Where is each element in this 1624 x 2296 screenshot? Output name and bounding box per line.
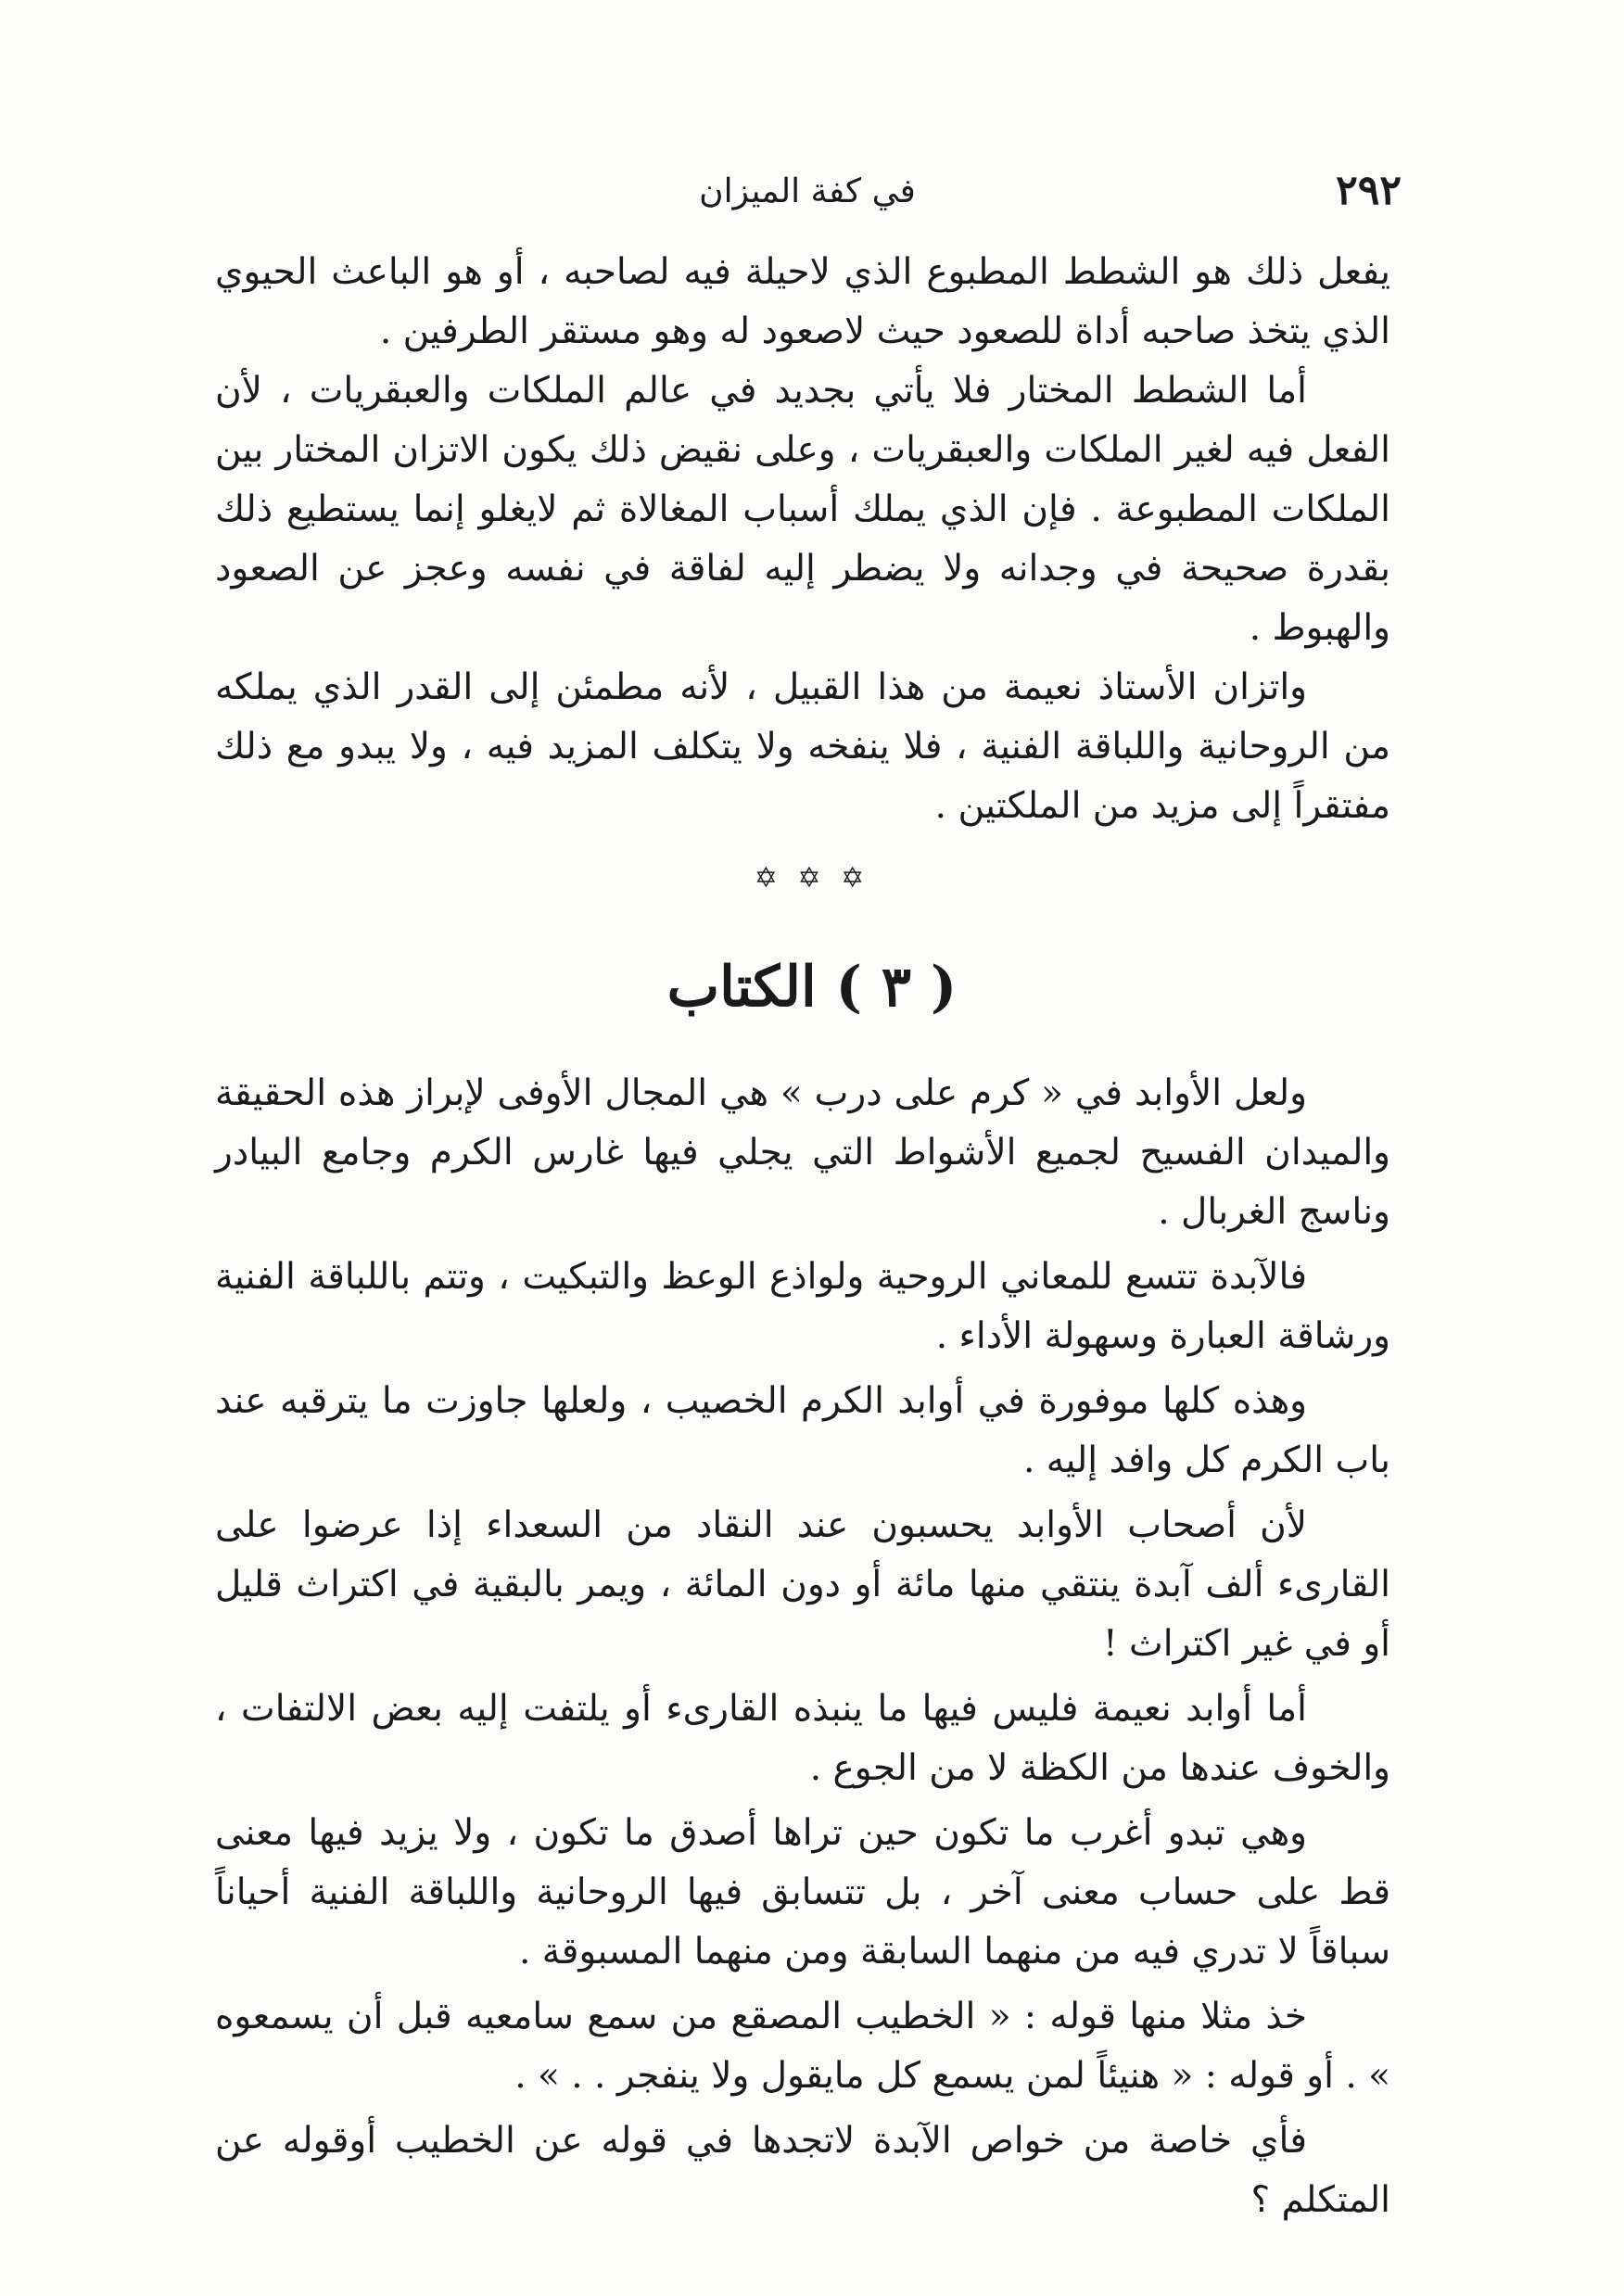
paragraph: وهي تبدو أغرب ما تكون حين تراها أصدق ما تكون ، ولا يزيد فيها معنى قط على حساب معنى آخر ، بل تتسابق فيها الروحانية واللباقة الفنية أحياناً سباقاً لا تدري فيه من منهما السابقة ومن منهما المسبوقة . <box>215 1812 1390 1973</box>
paragraph: خذ مثلا منها قوله : « الخطيب المصقع من سمع سامعيه قبل أن يسمعوه » . أو قوله : « هنيئاً لمن يسمع كل مايقول ولا ينفجر . . » . <box>215 1996 1390 2097</box>
paragraph: فأي خاصة من خواص الآبدة لاتجدها في قوله عن الخطيب أوقوله عن المتكلم ؟ <box>215 2120 1390 2221</box>
text-block-top <box>215 243 1390 836</box>
page-header <box>213 167 1402 232</box>
paragraph: لأن أصحاب الأوابد يحسبون عند النقاد من السعداء إذا عرضوا على القارىء ألف آبدة ينتقي منها مائة أو دون المائة ، ويمر بالبقية في اكتراث قليل أو في غير اكتراث ! <box>215 1504 1390 1665</box>
running-title: في كفة الميزان <box>699 172 916 210</box>
section-heading: ( ٣ ) الكتاب <box>666 955 958 1020</box>
text-block-bottom <box>215 1064 1390 2230</box>
paragraph: ولعل الأوابد في « كرم على درب » هي المجال الأوفى لإبراز هذه الحقيقة والميدان الفسيح لجميع الأشواط التي يجلي فيها غارس الكرم وجامع البيادر وناسج الغربال . <box>215 1072 1390 1233</box>
paragraph: واتزان الأستاذ نعيمة من هذا القبيل ، لأنه مطمئن إلى القدر الذي يملكه من الروحانية واللباقة الفنية ، فلا ينفخه ولا يتكلف المزيد فيه ، ولا يبدو مع ذلك مفتقراً إلى مزيد من الملكتين . <box>215 666 1390 827</box>
paragraph: يفعل ذلك هو الشطط المطبوع الذي لاحيلة فيه لصاحبه ، أو هو الباعث الحيوي الذي يتخذ صاحبه أداة للصعود حيث لاصعود له وهو مستقر الطرفين . <box>215 251 1390 352</box>
page-number: ٢٩٢ <box>1336 167 1402 214</box>
paragraph: أما الشطط المختار فلا يأتي بجديد في عالم الملكات والعبقريات ، لأن الفعل فيه لغير الملكات والعبقريات ، وعلى نقيض ذلك يكون الاتزان المختار بين الملكات المطبوعة . فإن الذي يملك أسباب المغالاة ثم لايغلو إنما يستطيع ذلك بقدرة صحيحة في وجدانه ولا يضطر إليه لفاقة في نفسه وعجز عن الصعود والهبوط . <box>215 370 1390 649</box>
paragraph: وهذه كلها موفورة في أوابد الكرم الخصيب ، ولعلها جاوزت ما يترقبه عند باب الكرم كل وافد إليه . <box>215 1380 1390 1481</box>
paragraph: فالآبدة تتسع للمعاني الروحية ولواذع الوعظ والتبكيت ، وتتم باللباقة الفنية ورشاقة العبارة وسهولة الأداء . <box>215 1256 1390 1357</box>
paragraph: أما أوابد نعيمة فليس فيها ما ينبذه القارىء أو يلتفت إليه بعض الالتفات ، والخوف عندها من الكظة لا من الجوع . <box>215 1688 1390 1789</box>
section-separator-stars: ✡ ✡ ✡ <box>754 862 870 894</box>
